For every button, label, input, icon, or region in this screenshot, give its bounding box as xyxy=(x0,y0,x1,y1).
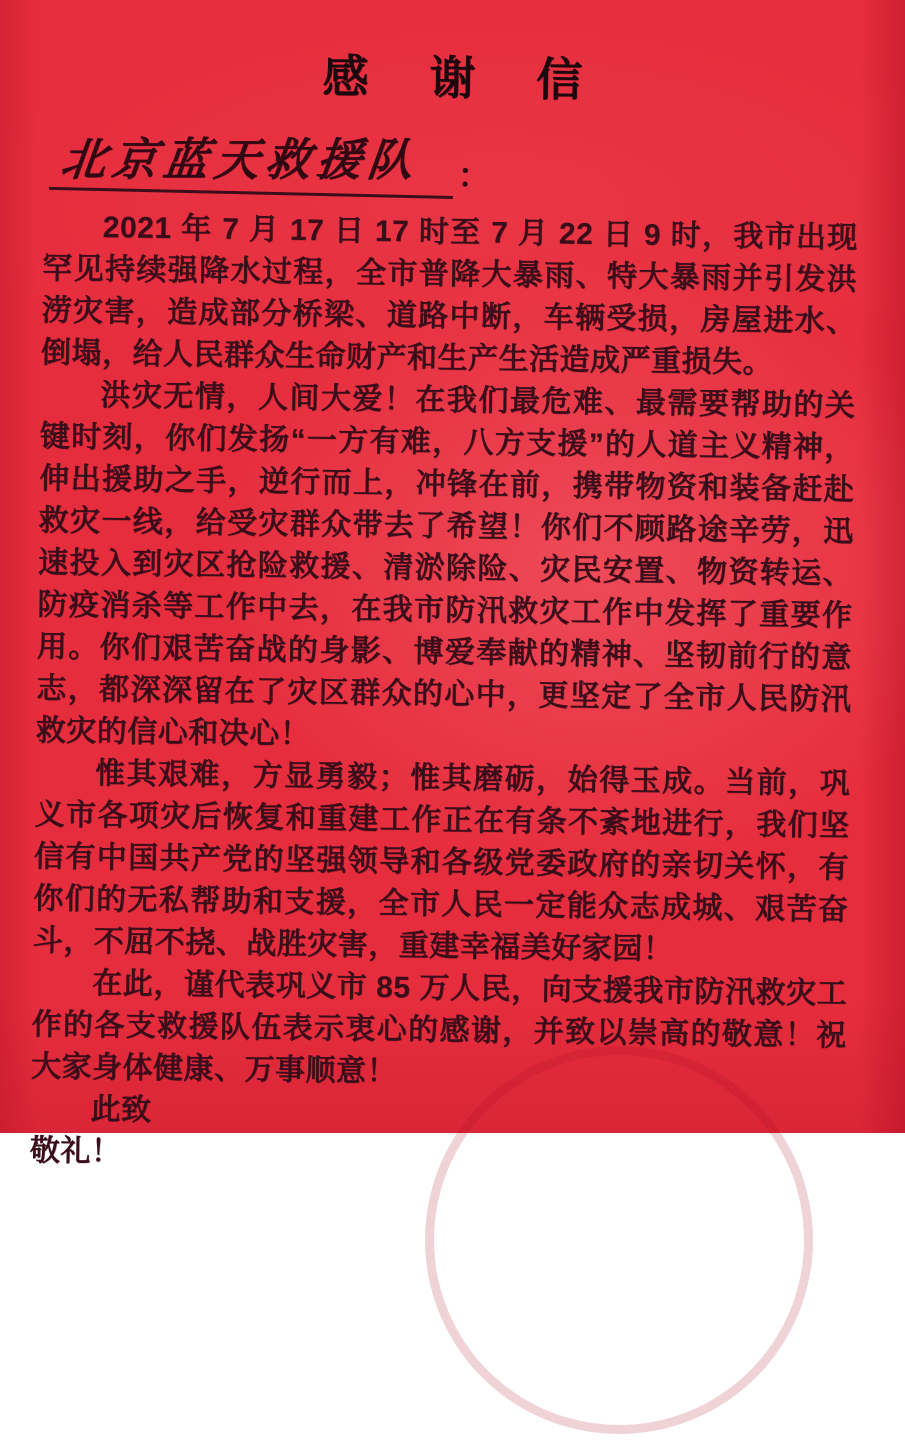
recipient-line xyxy=(49,115,860,211)
paragraph-rescue-praise: 洪灾无情，人间大爱！在我们最危难、最需要帮助的关键时刻，你们发扬“一方有难，八方支援”的人道主义精神，伸出援助之手，逆行而上，冲锋在前，携带物资和装备赶赴救灾一线，给受灾群众带去了希望！你们不顾路途辛劳，迅速投入到灾区抢险救援、清淤除险、灾民安置、物资转运、防疫消杀等工作中去，在我市防汛救灾工作中发挥了重要作用。你们艰苦奋战的身影、博爱奉献的精神、坚韧前行的意志，都深深留在了灾区群众的心中，更坚定了全市人民防汛救灾的信心和决心！ xyxy=(35,379,856,752)
paragraph-disaster-description: 2021 年 7 月 17 日 17 时至 7 月 22 日 9 时，我市出现罕见持续强降水过程，全市普降大暴雨、特大暴雨并引发洪涝灾害，造成部分桥梁、道路中断，车辆受损，房屋进水、倒塌，给人民群众生命财产和生产生活造成严重损失。 xyxy=(40,211,858,380)
closing-salute: 敬礼！ xyxy=(29,1134,122,1169)
recipient-underline xyxy=(49,115,455,199)
recipient-colon: ： xyxy=(456,157,492,196)
recipient-name: 北京蓝天救援队 xyxy=(58,132,422,187)
paragraph-rebuilding-confidence: 惟其艰难，方显勇毅；惟其磨砺，始得玉成。当前，巩义市各项灾后恢复和重建工作正在有条不紊地进行，我们坚信有中国共产党的坚强领导和各级党委政府的亲切关怀，有你们的无私帮助和支援，全市人民一定能众志成城、艰苦奋斗，不屈不挠、战胜灾害，重建幸福美好家园！ xyxy=(32,757,851,967)
letter-title: 感 谢 信 xyxy=(322,50,607,107)
paragraph-gratitude: 在此，谨代表巩义市 85 万人民，向支援我市防汛救灾工作的各支救援队伍表示衷心的感谢，并致以崇高的敬意！祝大家身体健康、万事顺意！ xyxy=(30,967,848,1089)
closing-cizhi: 此致 xyxy=(90,1093,152,1127)
letter-body xyxy=(30,206,858,1183)
